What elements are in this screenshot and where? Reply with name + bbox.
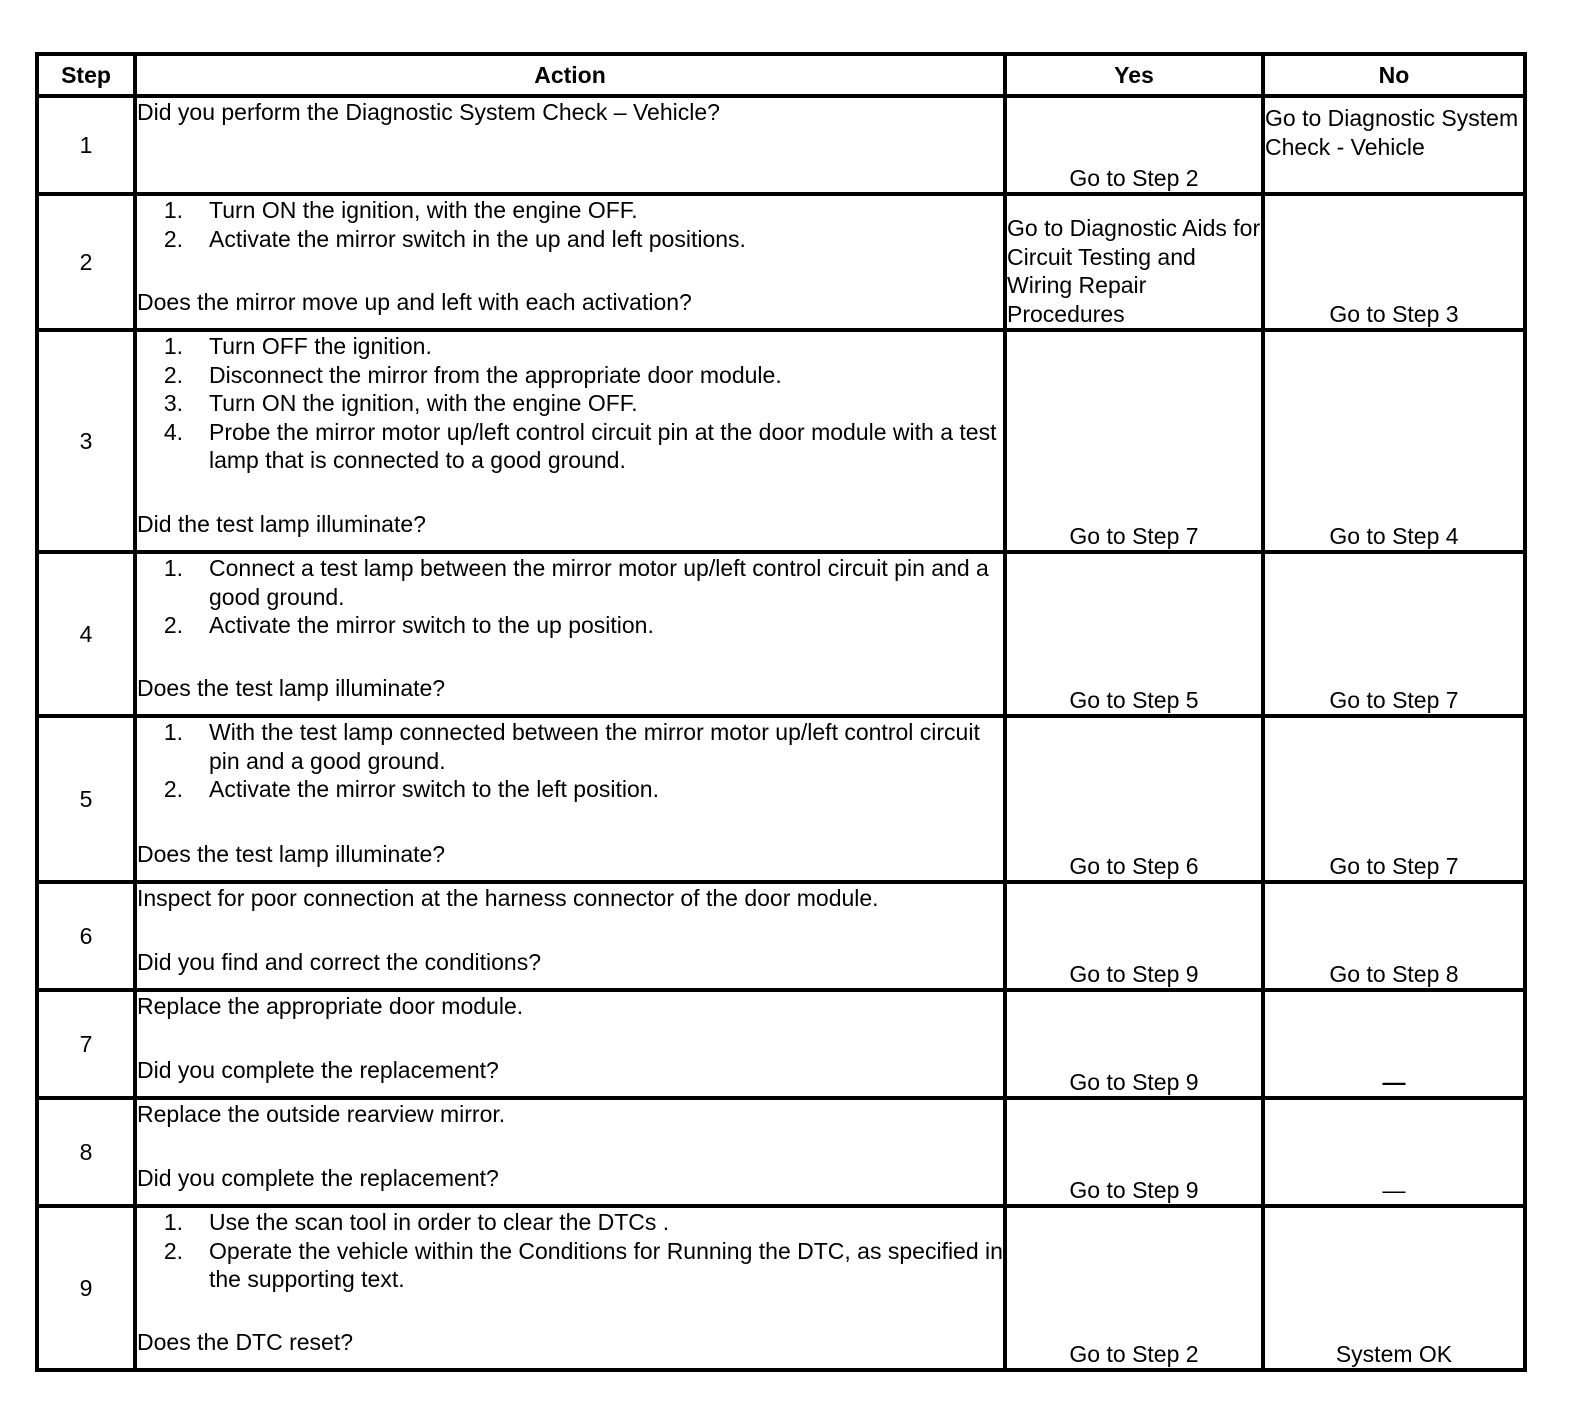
table-row-step-5 — [37, 716, 1525, 882]
action-steps-list — [137, 1208, 1003, 1294]
step-number: 1 — [37, 96, 135, 194]
action-question: Does the DTC reset? — [137, 1328, 354, 1355]
step-number: 8 — [37, 1098, 135, 1206]
action-intro: Replace the outside rearview mirror. — [137, 1101, 506, 1127]
table-row-step-4 — [37, 552, 1525, 716]
table-row-step-2 — [37, 194, 1525, 330]
step-number: 2 — [37, 194, 135, 330]
action-steps-list — [137, 718, 1003, 804]
action-question: Did you complete the replacement? — [137, 1164, 499, 1191]
action-steps-list — [137, 196, 1003, 253]
action-steps-list — [137, 332, 1003, 475]
action-cell — [135, 1098, 1005, 1206]
list-item: 1. With the test lamp connected between the mirror motor up/left control circuit pin and a good ground. — [163, 719, 980, 774]
no-result: Go to Step 7 — [1263, 552, 1525, 716]
step-number: 5 — [37, 716, 135, 882]
list-item: 4. Probe the mirror motor up/left control circuit pin at the door module with a test lamp that is connected to a good ground. — [163, 418, 997, 473]
action-question: Did you complete the replacement? — [137, 1056, 499, 1083]
yes-result: Go to Diagnostic Aids for Circuit Testing and Wiring Repair Procedures — [1005, 194, 1263, 330]
no-result: Go to Step 4 — [1263, 330, 1525, 552]
no-result: Go to Diagnostic System Check - Vehicle — [1263, 96, 1525, 194]
action-cell — [135, 96, 1005, 194]
yes-result: Go to Step 5 — [1005, 552, 1263, 716]
list-item: 2. Activate the mirror switch in the up and left positions. — [163, 225, 746, 252]
table-row-step-7 — [37, 990, 1525, 1098]
header-no: No — [1263, 54, 1525, 96]
action-cell — [135, 990, 1005, 1098]
action-intro: Replace the appropriate door module. — [137, 993, 524, 1019]
list-item: 1. Turn OFF the ignition. — [163, 333, 432, 359]
table-row-step-8 — [37, 1098, 1525, 1206]
action-steps-list — [137, 554, 1003, 640]
list-item: 3. Turn ON the ignition, with the engine OFF. — [163, 390, 638, 416]
no-result: — — [1263, 1098, 1525, 1206]
no-result: Go to Step 8 — [1263, 882, 1525, 990]
header-yes: Yes — [1005, 54, 1263, 96]
yes-result: Go to Step 9 — [1005, 1098, 1263, 1206]
table-row-step-9 — [37, 1206, 1525, 1370]
list-item: 1. Turn ON the ignition, with the engine OFF. — [163, 197, 638, 223]
yes-result: Go to Step 9 — [1005, 882, 1263, 990]
table-row-step-3 — [37, 330, 1525, 552]
step-number: 9 — [37, 1206, 135, 1370]
no-result: System OK — [1263, 1206, 1525, 1370]
action-intro: Inspect for poor connection at the harness connector of the door module. — [137, 885, 879, 911]
action-cell — [135, 1206, 1005, 1370]
no-result: — — [1263, 990, 1525, 1098]
list-item: 2. Operate the vehicle within the Conditions for Running the DTC, as specified in the supporting text. — [163, 1237, 1003, 1292]
table-row-step-6 — [37, 882, 1525, 990]
step-number: 6 — [37, 882, 135, 990]
action-question: Does the mirror move up and left with each activation? — [137, 288, 692, 315]
list-item: 2. Disconnect the mirror from the appropriate door module. — [163, 361, 782, 388]
action-cell — [135, 330, 1005, 552]
list-item: 1. Connect a test lamp between the mirror motor up/left control circuit pin and a good ground. — [163, 555, 989, 610]
action-intro: Did you perform the Diagnostic System Check – Vehicle? — [137, 99, 720, 125]
yes-result: Go to Step 2 — [1005, 1206, 1263, 1370]
action-question: Does the test lamp illuminate? — [137, 840, 446, 867]
list-item: 2. Activate the mirror switch to the left position. — [163, 776, 659, 802]
header-step: Step — [37, 54, 135, 96]
header-action: Action — [135, 54, 1005, 96]
no-result: Go to Step 7 — [1263, 716, 1525, 882]
action-question: Did you find and correct the conditions? — [137, 948, 542, 975]
diagnostic-table — [35, 52, 1527, 1372]
action-cell — [135, 882, 1005, 990]
list-item: 1. Use the scan tool in order to clear the DTCs . — [163, 1209, 670, 1235]
list-item: 2. Activate the mirror switch to the up position. — [163, 612, 654, 638]
step-number: 7 — [37, 990, 135, 1098]
yes-result: Go to Step 2 — [1005, 96, 1263, 194]
action-question: Did the test lamp illuminate? — [137, 510, 426, 537]
step-number: 3 — [37, 330, 135, 552]
header-row — [37, 54, 1525, 96]
step-number: 4 — [37, 552, 135, 716]
action-cell — [135, 552, 1005, 716]
action-question: Does the test lamp illuminate? — [137, 674, 446, 701]
action-cell — [135, 716, 1005, 882]
yes-result: Go to Step 6 — [1005, 716, 1263, 882]
no-result: Go to Step 3 — [1263, 194, 1525, 330]
yes-result: Go to Step 9 — [1005, 990, 1263, 1098]
yes-result: Go to Step 7 — [1005, 330, 1263, 552]
table-row-step-1 — [37, 96, 1525, 194]
action-cell — [135, 194, 1005, 330]
